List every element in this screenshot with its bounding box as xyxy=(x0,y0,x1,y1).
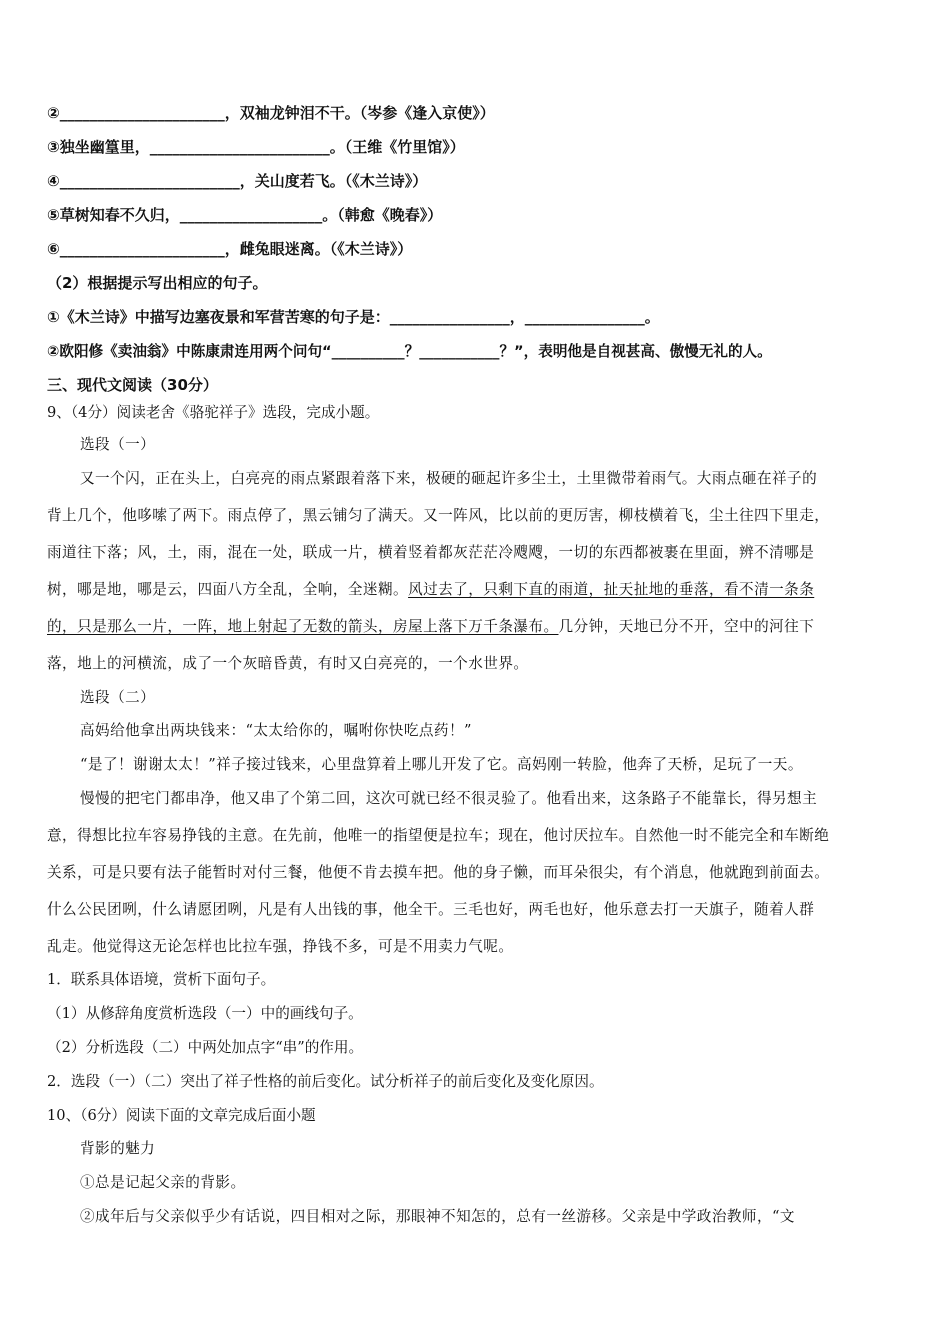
article-paragraph: ②成年后与父亲似乎少有话说，四目相对之际，那眼神不知怎的，总有一丝游移。父亲是中学政治教师，“文 xyxy=(80,1208,795,1225)
excerpt-1-line: 背上几个，他哆嗦了两下。雨点停了，黑云铺匀了满天。又一阵风，比以前的更厉害，柳枝横着飞，尘土往四下里走， xyxy=(47,507,830,524)
question-9-1: 1．联系具体语境，赏析下面句子。 xyxy=(47,971,276,988)
excerpt-2-title: 选段（二） xyxy=(80,689,156,706)
section-3-title: 三、现代文阅读（30分） xyxy=(47,376,218,394)
excerpt-2-line: 什么公民团咧，什么请愿团咧，凡是有人出钱的事，他全干。三毛也好，两毛也好，他乐意去打一天旗子，随着人群 xyxy=(47,901,815,918)
blank-item-5: ⑤草树知春不久归，___________________。（韩愈《晚春》） xyxy=(47,206,443,224)
article-title: 背影的魅力 xyxy=(80,1140,156,1157)
excerpt-2-line: 意，得想比拉车容易挣钱的主意。在先前，他唯一的指望便是拉车；现在，他讨厌拉车。自然他一时不能完全和车断绝 xyxy=(47,827,830,844)
underlined-sentence-part-1: 风过去了，只剩下直的雨道，扯天扯地的垂落，看不清一条条 xyxy=(408,581,815,598)
excerpt-1-text: 树，哪是地，哪是云，四面八方全乱，全响，全迷糊。 xyxy=(47,581,409,598)
excerpt-2-line: “是了！谢谢太太！”祥子接过钱来，心里盘算着上哪儿开发了它。高妈刚一转脸，他奔了天桥，足玩了一天。 xyxy=(80,756,803,773)
question-9-header: 9、（4分）阅读老舍《骆驼祥子》选段，完成小题。 xyxy=(47,404,380,421)
blank-item-3: ③独坐幽篁里，________________________。（王维《竹里馆》） xyxy=(47,138,465,156)
excerpt-1-line: 又一个闪，正在头上，白亮亮的雨点紧跟着落下来，极硬的砸起许多尘土，土里微带着雨气。大雨点砸在祥子的 xyxy=(80,470,818,487)
excerpt-1-text: 几分钟，天地已分不开，空中的河往下 xyxy=(558,618,815,635)
blank-item-6: ⑥______________________，雌兔眼迷离。（《木兰诗》） xyxy=(47,240,413,258)
sub-question-2-item-1: ①《木兰诗》中描写边塞夜景和军营苦寒的句子是：________________，________________。 xyxy=(47,308,660,326)
blank-item-4: ④________________________，关山度若飞。（《木兰诗》） xyxy=(47,172,428,190)
question-9-1-1: （1）从修辞角度赏析选段（一）中的画线句子。 xyxy=(47,1005,363,1022)
excerpt-2-line: 乱走。他觉得这无论怎样也比拉车强，挣钱不多，可是不用卖力气呢。 xyxy=(47,938,514,955)
underlined-sentence-part-2: 的，只是那么一片，一阵，地上射起了无数的箭头，房屋上落下万千条瀑布。 xyxy=(47,618,559,635)
excerpt-1-title: 选段（一） xyxy=(80,436,156,453)
excerpt-1-line-5 xyxy=(47,615,814,636)
excerpt-1-line-4 xyxy=(47,578,814,599)
question-9-2: 2．选段（一）（二）突出了祥子性格的前后变化。试分析祥子的前后变化及变化原因。 xyxy=(47,1073,604,1090)
excerpt-1-line: 落，地上的河横流，成了一个灰暗昏黄，有时又白亮亮的，一个水世界。 xyxy=(47,655,529,672)
excerpt-1-line: 雨道往下落；风，土，雨，混在一处，联成一片，横着竖着都灰茫茫冷飕飕，一切的东西都被裹在里面，辨不清哪是 xyxy=(47,544,815,561)
excerpt-2-line: 慢慢的把宅门都串净，他又串了个第二回，这次可就已经不很灵验了。他看出来，这条路子不能靠长，得另想主 xyxy=(80,790,818,807)
sub-question-2-item-2: ②欧阳修《卖油翁》中陈康肃连用两个问句“__________？___________？”，表明他是自视甚高、傲慢无礼的人。 xyxy=(47,343,772,360)
blank-item-2: ②______________________，双袖龙钟泪不干。（岑参《逢入京使》） xyxy=(47,104,495,122)
article-paragraph: ①总是记起父亲的背影。 xyxy=(80,1174,246,1191)
excerpt-2-line: 高妈给他拿出两块钱来：“太太给你的，嘱咐你快吃点药！” xyxy=(80,722,472,739)
question-10-header: 10、（6分）阅读下面的文章完成后面小题 xyxy=(47,1107,316,1124)
excerpt-2-line: 关系，可是只要有法子能暂时对付三餐，他便不肯去摸车把。他的身子懒，而耳朵很尖，有个消息，他就跑到前面去。 xyxy=(47,864,830,881)
question-9-1-2: （2）分析选段（二）中两处加点字“串”的作用。 xyxy=(47,1039,364,1056)
sub-question-2-title: （2）根据提示写出相应的句子。 xyxy=(47,274,268,292)
